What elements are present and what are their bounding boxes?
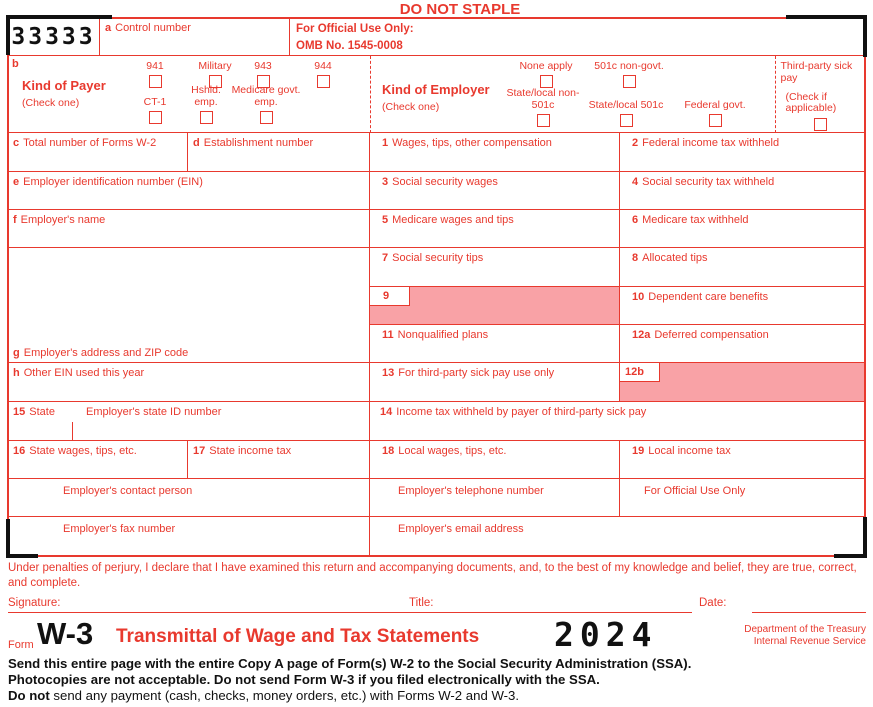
checkbox-medicare-govt-emp[interactable] (260, 111, 273, 124)
row-b-prefix: b (12, 58, 19, 70)
field-contact-person[interactable]: Employer's contact person (8, 479, 370, 517)
field-fax-number[interactable]: Employer's fax number (8, 517, 370, 556)
checkbox-944[interactable] (317, 75, 330, 88)
checkbox-state-local-501c[interactable] (620, 114, 633, 127)
instruction-line-2: Photocopies are not acceptable. Do not send Form W-3 if you filed electronically with the SSA. (8, 672, 600, 687)
instruction-line-3: Do not send any payment (cash, checks, money orders, etc.) with Forms W-2 and W-3. (8, 688, 520, 703)
option-none-apply: None apply (510, 61, 582, 88)
perjury-statement: Under penalties of perjury, I declare that I have examined this return and accompanying documents, and, to the best of my knowledge and belief, they are true, correct, and complete. (8, 562, 857, 589)
field-medicare-wages[interactable]: 5 Medicare wages and tips (370, 210, 620, 248)
kind-of-employer-subtitle: (Check one) (382, 101, 440, 113)
box12b-chip: 12b (620, 363, 660, 382)
option-federal-govt: Federal govt. (671, 100, 759, 127)
tax-year: 2024 (554, 615, 658, 654)
third-party-sick-pay-section (775, 56, 865, 133)
field-dependent-care[interactable]: 10 Dependent care benefits (620, 287, 865, 325)
official-use-box (290, 18, 865, 56)
do-not-staple-heading: DO NOT STAPLE (399, 1, 521, 18)
field-medicare-tax[interactable]: 6 Medicare tax withheld (620, 210, 865, 248)
kind-of-employer-title: Kind of Employer (382, 82, 490, 97)
checkbox-state-local-non-501c[interactable] (537, 114, 550, 127)
form-code: 33333 (11, 24, 96, 50)
checkbox-none-apply[interactable] (540, 75, 553, 88)
field-email-address[interactable]: Employer's email address (370, 517, 865, 556)
third-party-subtitle: (Check if applicable) (785, 90, 837, 115)
field-federal-income-tax[interactable]: 2 Federal income tax withheld (620, 133, 865, 172)
field-local-income-tax[interactable]: 19 Local income tax (620, 441, 865, 479)
field-box12b-shaded (620, 363, 865, 402)
option-state-local-501c: State/local 501c (569, 100, 683, 127)
field-other-ein[interactable]: h Other EIN used this year (8, 363, 370, 402)
option-state-local-non-501c: State/local non-501c (505, 88, 581, 127)
control-number-label: a Control number (105, 22, 191, 34)
option-military: Military (186, 61, 244, 88)
option-943: 943 (234, 61, 292, 88)
official-use-only-cell: For Official Use Only (620, 479, 865, 517)
field-ss-tips[interactable]: 7 Social security tips (370, 248, 620, 287)
checkbox-941[interactable] (149, 75, 162, 88)
field-third-party-sick-pay-use[interactable]: 13 For third-party sick pay use only (370, 363, 620, 402)
field-local-wages[interactable]: 18 Local wages, tips, etc. (370, 441, 620, 479)
kind-of-payer-title: Kind of Payer (22, 78, 106, 93)
box9-chip: 9 (370, 287, 410, 306)
form-title: Transmittal of Wage and Tax Statements (116, 626, 480, 647)
official-use-text: For Official Use Only: OMB No. 1545-0008 (296, 23, 414, 52)
field-state-wages[interactable]: 16 State wages, tips, etc. (8, 441, 188, 479)
signature-label: Signature: (8, 597, 61, 609)
third-party-title: Third-party sick pay (780, 60, 853, 84)
state-id-label: Employer's state ID number (86, 406, 222, 418)
option-medicare-govt-emp: Medicare govt. emp. (228, 85, 304, 124)
field-state-and-id[interactable]: 15 State Employer's state ID number (8, 402, 370, 441)
form-code-box (8, 18, 100, 56)
checkbox-federal-govt[interactable] (709, 114, 722, 127)
field-employer-name[interactable]: f Employer's name (8, 210, 370, 248)
checkbox-third-party-sick-pay[interactable] (814, 118, 827, 131)
field-income-tax-withheld-payer[interactable]: 14 Income tax withheld by payer of third-party sick pay (370, 402, 865, 441)
title-label: Title: (409, 597, 434, 609)
date-line[interactable] (752, 611, 866, 613)
kind-of-payer-subtitle: (Check one) (22, 97, 80, 109)
kind-of-payer-section (8, 56, 370, 133)
field-ss-tax[interactable]: 4 Social security tax withheld (620, 172, 865, 210)
field-allocated-tips[interactable]: 8 Allocated tips (620, 248, 865, 287)
checkbox-501c-non-govt[interactable] (623, 75, 636, 88)
kind-of-employer-section (370, 56, 775, 133)
option-944: 944 (294, 61, 352, 88)
signature-line[interactable] (8, 611, 692, 613)
field-employer-address[interactable]: g Employer's address and ZIP code (8, 248, 370, 363)
field-state-income-tax[interactable]: 17 State income tax (188, 441, 370, 479)
option-ct-1: CT-1 (126, 97, 184, 124)
field-control-number[interactable] (100, 18, 290, 56)
field-nonqualified-plans[interactable]: 11 Nonqualified plans (370, 325, 620, 363)
form-number: W-3 (37, 616, 94, 651)
field-ein[interactable]: e Employer identification number (EIN) (8, 172, 370, 210)
field-deferred-compensation[interactable]: 12a Deferred compensation (620, 325, 865, 363)
instruction-line-1: Send this entire page with the entire Copy A page of Form(s) W-2 to the Social Security Administration (SSA). (8, 656, 692, 671)
agency-name: Department of the Treasury Internal Revenue Service (744, 624, 866, 647)
state-divider (72, 422, 73, 441)
option-hshld-emp: Hshld. emp. (178, 85, 234, 124)
field-telephone-number[interactable]: Employer's telephone number (370, 479, 620, 517)
form-word: Form (8, 639, 34, 651)
field-establishment-number[interactable]: d Establishment number (188, 133, 370, 172)
checkbox-ct-1[interactable] (149, 111, 162, 124)
date-label: Date: (699, 597, 727, 609)
option-501c-non-govt: 501c non-govt. (581, 61, 677, 88)
checkbox-hshld-emp[interactable] (200, 111, 213, 124)
field-ss-wages[interactable]: 3 Social security wages (370, 172, 620, 210)
option-941: 941 (126, 61, 184, 88)
field-box9-shaded (370, 287, 620, 325)
field-total-forms-w2[interactable]: c Total number of Forms W-2 (8, 133, 188, 172)
field-wages-tips[interactable]: 1 Wages, tips, other compensation (370, 133, 620, 172)
